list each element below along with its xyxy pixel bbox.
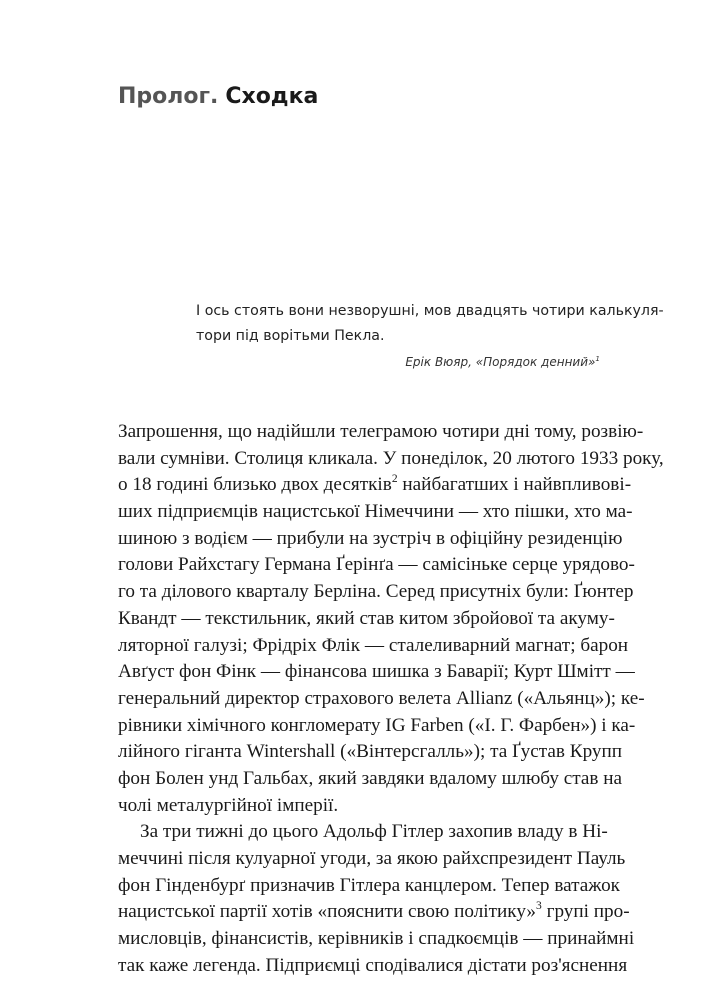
line-text: вали сумніви. Столиця кликала. У понеділок, 20 лютого 1933 року, — [118, 447, 664, 469]
paragraph — [118, 419, 664, 819]
chapter-title — [118, 84, 318, 109]
body-text — [118, 419, 664, 979]
line-text: меччині після кулуарної угоди, за якою райхспрезидент Пауль — [118, 848, 626, 869]
line-text: лійного гіганта Wintershall («Вінтерсгалль»); та Ґустав Крупп — [118, 741, 623, 763]
line-text: фон Болен унд Гальбах, який завдяки вдалому шлюбу став на — [118, 767, 623, 789]
chapter-prefix: Пролог. — [118, 84, 219, 109]
text-line — [118, 659, 635, 686]
line-text: мисловців, фінансистів, керівників і спадкоємців — принаймні — [118, 928, 635, 950]
epigraph-attribution — [196, 353, 600, 371]
text-line — [118, 686, 645, 713]
text-line — [118, 846, 626, 873]
text-line — [118, 526, 623, 553]
epigraph-line: І ось стоять вони незворушні, мов двадцять чотири калькуля- — [196, 303, 664, 319]
line-text: голови Райхстагу Германа Ґерінґа — самісіньке серце урядово- — [118, 554, 635, 576]
line-text: ших підприємців нацистської Німеччини — хто пішки, хто ма- — [118, 501, 633, 523]
text-line — [118, 446, 664, 473]
line-text: нацистської партії хотів «пояснити свою політику» — [118, 901, 537, 923]
text-line — [118, 766, 623, 793]
line-text: Авґуст фон Фінк — фінансова шишка з Баварії; Курт Шмітт — — [118, 661, 635, 683]
line-text: чолі металургійної імперії. — [118, 794, 339, 816]
footnote-marker: 1 — [595, 353, 600, 363]
line-text: ляторної галузі; Фрідріх Флік — сталеливарний магнат; барон — [118, 634, 629, 656]
epigraph — [196, 299, 664, 371]
text-line — [118, 579, 634, 606]
attribution-text: Ерік Вюяр, «Порядок денний» — [405, 355, 596, 369]
text-line — [118, 926, 635, 953]
text-line — [118, 499, 633, 526]
footnote-marker: 3 — [536, 900, 542, 913]
text-line — [118, 419, 644, 446]
line-text: найбагатших і найвпливові- — [397, 474, 632, 496]
text-line — [118, 713, 636, 740]
text-line — [118, 606, 615, 633]
paragraph — [118, 819, 635, 979]
chapter-name: Сходка — [225, 84, 319, 109]
line-text: Квандт — текстильник, який став китом збройової та акуму- — [118, 607, 615, 629]
text-line — [118, 899, 630, 926]
text-line — [118, 873, 620, 900]
line-text: групі про- — [541, 901, 630, 923]
line-text: шиною з водієм — прибули на зустріч в офіційну резиденцію — [118, 527, 623, 549]
text-line — [118, 633, 629, 660]
line-text: рівники хімічного конгломерату IG Farben («І. Г. Фарбен») і ка- — [118, 714, 636, 736]
text-line — [118, 739, 623, 766]
line-text: го та ділового кварталу Берліна. Серед присутніх були: Ґюнтер — [118, 581, 634, 603]
line-text: фон Гінденбурґ призначив Гітлера канцлером. Тепер ватажок — [118, 874, 620, 896]
text-line — [118, 472, 632, 499]
footnote-marker: 2 — [391, 473, 398, 486]
text-line — [118, 552, 635, 579]
epigraph-line: тори під ворітьми Пекла. — [196, 328, 385, 344]
line-text: За три тижні до цього Адольф Гітлер захопив владу в Ні- — [140, 821, 608, 843]
line-text: Запрошення, що надійшли телеграмою чотири дні тому, розвію- — [118, 421, 644, 442]
text-line — [118, 819, 608, 846]
line-text: генеральний директор страхового велета Allianz («Альянц»); ке- — [118, 687, 645, 709]
line-text: так каже легенда. Підприємці сподівалися дістати роз'яснення — [118, 954, 628, 976]
text-line — [118, 793, 602, 820]
line-text: о 18 годині близько двох десятків — [118, 474, 392, 496]
text-line — [118, 953, 628, 980]
